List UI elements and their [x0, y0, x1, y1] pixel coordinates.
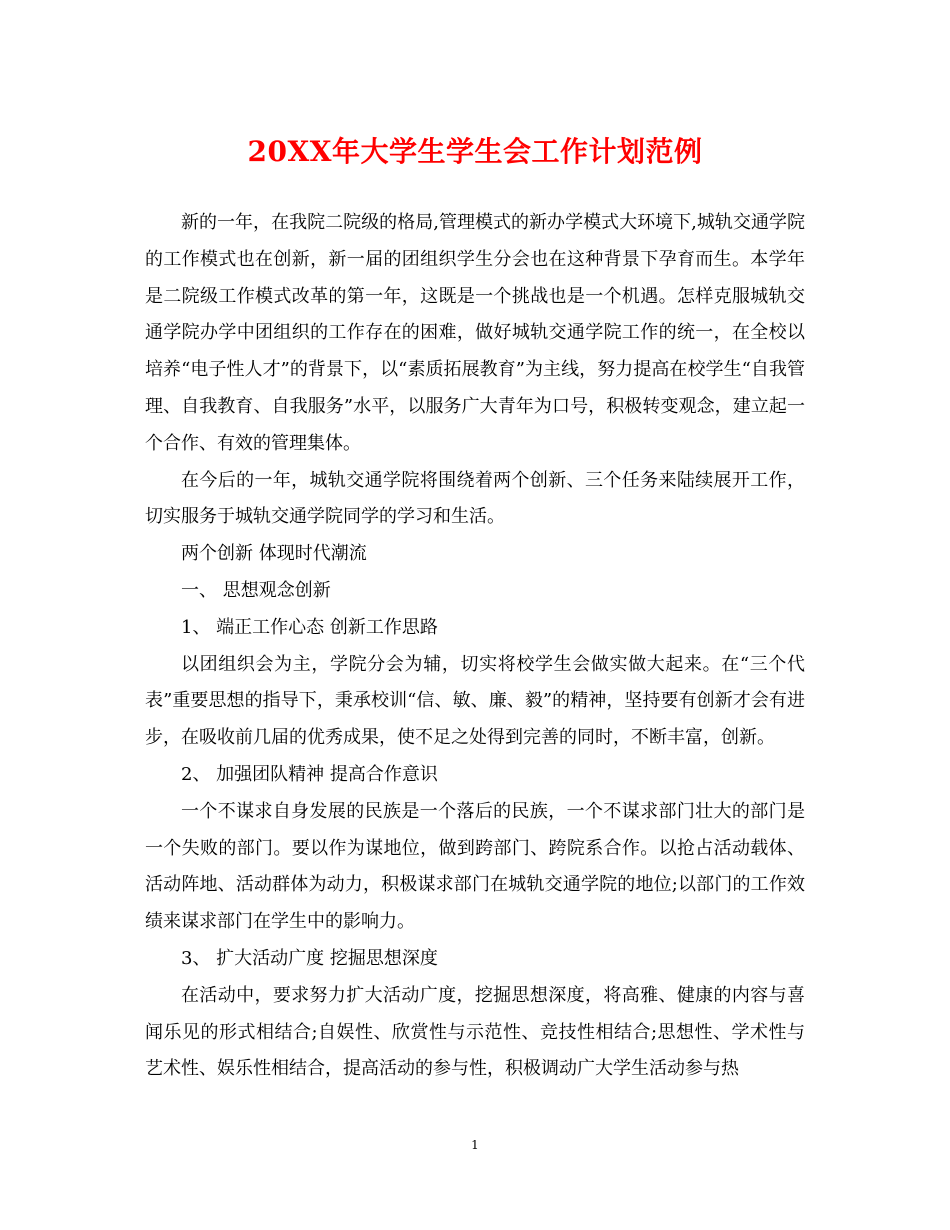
item-heading-1: 1、 端正工作心态 创新工作思路	[181, 616, 438, 638]
paragraph-item-2: 一个不谋求自身发展的民族是一个落后的民族，一个不谋求部门壮大的部门是一个失败的部门。要以作为谋地位，做到跨部门、跨院系合作。以抢占活动载体、活动阵地、活动群体为动力，积极谋求部门在城轨交通学院的地位;以部门的工作效绩来谋求部门在学生中的影响力。	[145, 800, 805, 933]
subsection-heading: 一、 思想观念创新	[181, 579, 331, 601]
document-title: 20XX年大学生学生会工作计划范例	[247, 135, 703, 168]
paragraph-intro: 新的一年，在我院二院级的格局,管理模式的新办学模式大环境下,城轨交通学院的工作模式也在创新，新一届的团组织学生分会也在这种背景下孕育而生。本学年是二院级工作模式改革的第一年，这既是一个挑战也是一个机遇。怎样克服城轨交通学院办学中团组织的工作存在的困难，做好城轨交通学院工作的统一，在全校以培养“电子性人才”的背景下，以“素质拓展教育”为主线，努力提高在校学生“自我管理、自我教育、自我服务”水平，以服务广大青年为口号，积极转变观念，建立起一个合作、有效的管理集体。	[145, 212, 805, 454]
item-heading-3: 3、 扩大活动广度 挖掘思想深度	[181, 947, 438, 969]
paragraph-plan-overview: 在今后的一年，城轨交通学院将围绕着两个创新、三个任务来陆续展开工作，切实服务于城轨交通学院同学的学习和生活。	[145, 469, 805, 528]
page-number: 1	[471, 1138, 479, 1152]
document-body	[145, 205, 805, 1088]
paragraph-item-1: 以团组织会为主，学院分会为辅，切实将校学生会做实做大起来。在“三个代表”重要思想的指导下，秉承校训“信、敏、廉、毅”的精神，坚持要有创新才会有进步，在吸收前几届的优秀成果，使不足之处得到完善的同时，不断丰富，创新。	[145, 653, 805, 749]
section-heading: 两个创新 体现时代潮流	[181, 543, 367, 565]
paragraph-item-3: 在活动中，要求努力扩大活动广度，挖掘思想深度，将高雅、健康的内容与喜闻乐见的形式相结合;自娱性、欣赏性与示范性、竞技性相结合;思想性、学术性与艺术性、娱乐性相结合，提高活动的参与性，积极调动广大学生活动参与热	[145, 984, 805, 1080]
item-heading-2: 2、 加强团队精神 提高合作意识	[181, 763, 438, 785]
